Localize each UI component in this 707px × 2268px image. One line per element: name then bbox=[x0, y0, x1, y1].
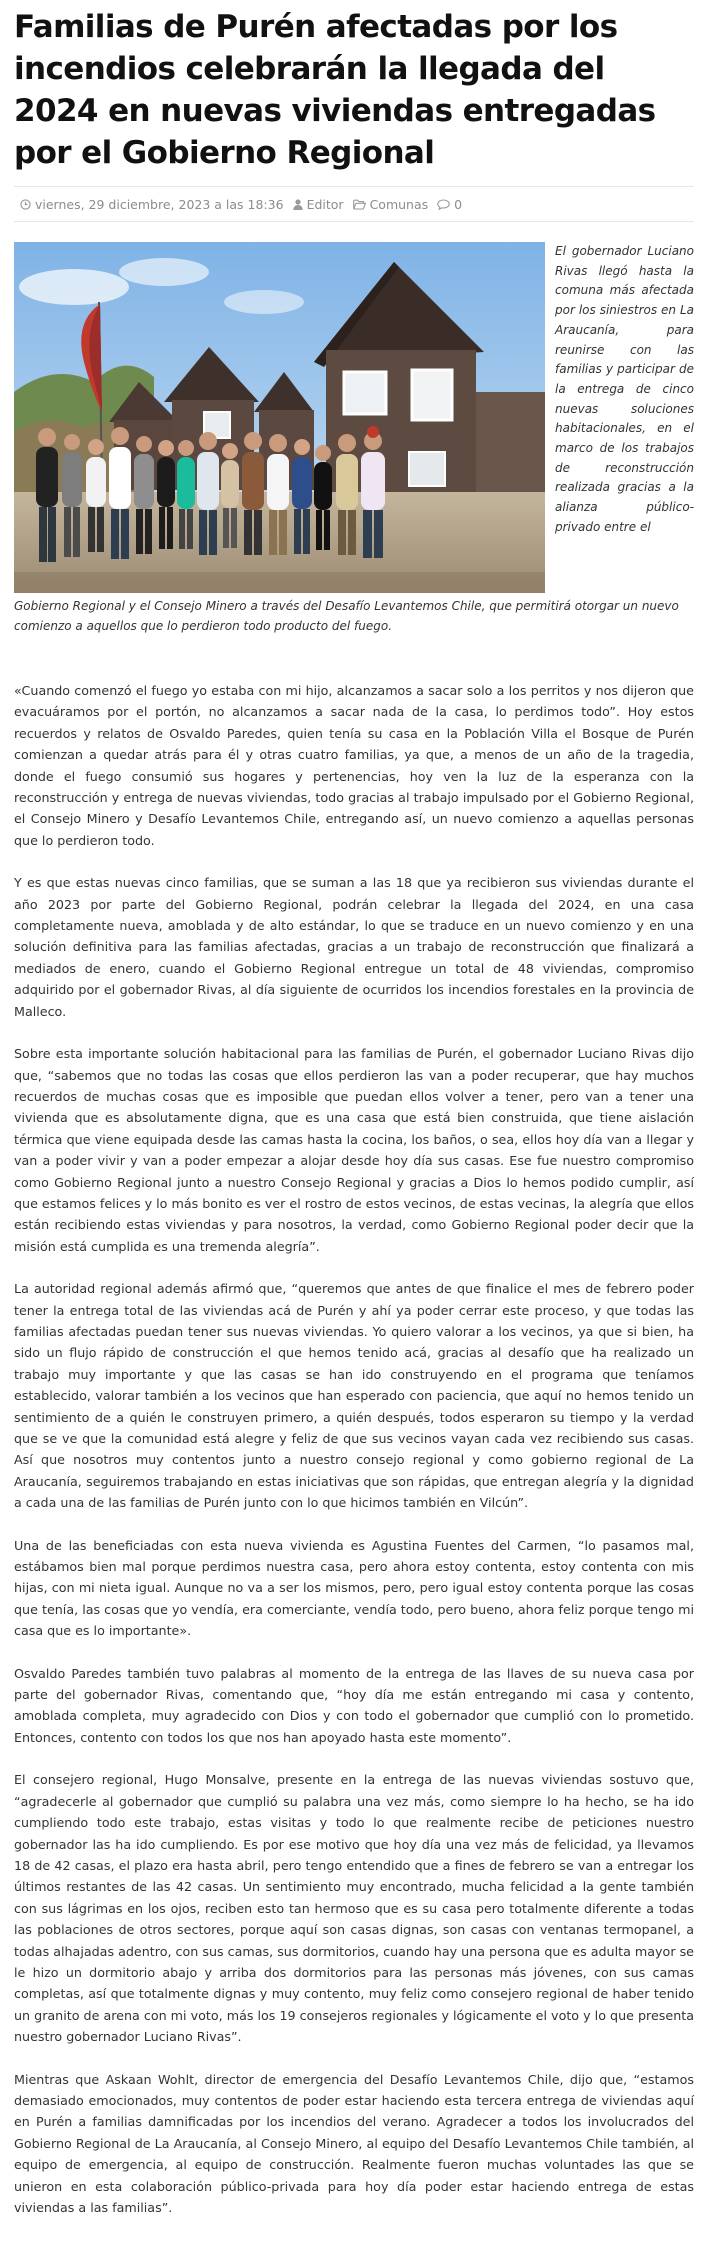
photo-caption-continuation: Gobierno Regional y el Consejo Minero a través del Desafío Levantemos Chile, que permitirá otorgar un nuevo comienzo a aquellos que lo perdieron todo producto del fuego. bbox=[14, 599, 679, 633]
paragraph: Una de las beneficiadas con esta nueva vivienda es Agustina Fuentes del Carmen, “lo pasamos mal, estábamos bien mal porque perdimos nuestra casa, pero ahora estoy contenta, estoy contenta con mis hijas, con mi nieta igual. Aunque no va a ser los mismos, pero, pero igual estoy contenta porque las cosas que tenía, las cosas que yo vendía, era comerciante, vendía todo, pero bueno, ahora feliz porque tengo mi casa que es lo importante». bbox=[14, 1537, 694, 1639]
paragraph: El consejero regional, Hugo Monsalve, presente en la entrega de las nuevas viviendas sostuvo que, “agradecerle al gobernador que cumplió su palabra una vez más, como siempre lo ha hecho, se ha ido cumpliendo todo este trabajo, estas visitas y todo lo que realmente recibe de peticiones nuestro gobernador las ha ido cumpliendo. Es por ese motivo que hoy día una vez más de felicidad, ya llevamos 18 de 42 casas, el plazo era hasta abril, pero tengo entendido que a fines de febrero se van a entregar los últimos restantes de las 42 casas. Un sentimiento muy encontrado, mucha felicidad a la gente también con sus lágrimas en los ojos, reciben esto tan hermoso que es su casa pero totalmente diferente a todas las poblaciones de otros sectores, porque aquí son casas dignas, son casas con ventanas termopanel, a todas alhajadas adentro, con sus camas, sus dormitorios, cuando hay una persona que es adulta mayor se le hizo un dormitorio abajo y arriba dos dormitorios para las personas más jóvenes, con sus camas completas, así que totalmente dignas y muy contento, muy feliz como consejero regional de haber tenido un granito de arena con mi voto, más los 19 consejeros regionales y lógicamente el voto y lo que presenta nuestro gobernador Luciano Rivas”. bbox=[14, 1772, 694, 2045]
user-icon bbox=[293, 199, 303, 210]
post-comments-count[interactable]: 0 bbox=[454, 196, 463, 212]
article-photo bbox=[14, 242, 545, 593]
article-title: Familias de Purén afectadas por los incendios celebrarán la llegada del 2024 en nuevas viviendas entregadas por el Gobierno Regional bbox=[14, 9, 656, 171]
post-meta bbox=[14, 186, 694, 222]
paragraph: La autoridad regional además afirmó que, “queremos que antes de que finalice el mes de febrero poder tener la entrega total de las viviendas acá de Purén y ahí ya poder cerrar este proceso, y que todas las familias afectadas puedan tener sus nuevas viviendas. Yo quiero valorar a los vecinos, ya que si bien, ha sido un flujo rápido de construcción el que hemos tenido acá, gracias al desafío que ha realizado un trabajo muy importante y que las casas se han ido construyendo en el programa que teníamos establecido, valorar también a los vecinos que han esperado con paciencia, que aquí no hemos tenido un sentimiento de a quién le construyen primero, a quién después, todos esperaron su tiempo y la verdad que se ve que la comunidad está alegre y feliz de que sus vecinos vayan cada vez recibiendo sus casas. Así que nosotros muy contentos junto a nuestro consejo regional y como gobierno regional de La Araucanía, seguiremos trabajando en estas iniciativas que son rápidas, que entregan alegría y la dignidad a cada una de las familias de Purén junto con lo que hicimos también en Vilcún”. bbox=[14, 1281, 694, 1511]
post-author-link[interactable]: Editor bbox=[306, 196, 344, 212]
folder-icon bbox=[353, 199, 366, 210]
photo-caption-side: El gobernador Luciano Rivas llegó hasta la comuna más afectada por los siniestros en La Araucanía, para reunirse con las familias y participar de la entrega de cinco nuevas soluciones habitacionales, en el marco de los trabajos de reconstrucción realizada gracias a la alianza público-privado entre el bbox=[555, 244, 694, 534]
article-figure bbox=[14, 242, 694, 680]
clock-icon bbox=[20, 199, 31, 210]
paragraph: «Cuando comenzó el fuego yo estaba con mi hijo, alcanzamos a sacar solo a los perritos y nos dijeron que evacuáramos por el portón, no alcanzamos a sacar nada de la casa, lo perdimos todo”. Hoy estos recuerdos y relatos de Osvaldo Paredes, quien tenía su casa en la Población Villa el Bosque de Purén comienzan a quedar atrás para él y otras cuatro familias, ya que, a menos de un año de la tragedia, donde el fuego consumió sus hogares y pertenencias, hoy ven la luz de la esperanza con la reconstrucción y entrega de nuevas viviendas, todo gracias al trabajo impulsado por el Gobierno Regional, el Consejo Minero y Desafío Levantemos Chile, entregando así, un nuevo comienzo a aquellas personas que lo perdieron todo. bbox=[14, 683, 694, 848]
comment-icon bbox=[437, 199, 450, 210]
post-date bbox=[20, 197, 284, 212]
post-comments[interactable] bbox=[437, 197, 462, 212]
delivery-photo-illustration bbox=[14, 242, 545, 593]
article-body bbox=[14, 680, 694, 2218]
post-date-text: viernes, 29 diciembre, 2023 a las 18:36 bbox=[35, 196, 284, 212]
post-category[interactable] bbox=[353, 197, 429, 212]
paragraph: Mientras que Askaan Wohlt, director de emergencia del Desafío Levantemos Chile, dijo que, “estamos demasiado emocionados, muy contentos de poder estar haciendo esta tercera entrega de viviendas aquí en Purén a familias damnificadas por los incendios del verano. Agradecer a todos los involucrados del Gobierno Regional de La Araucanía, al Consejo Minero, al equipo del Desafío Levantemos Chile también, al equipo de emergencia, al equipo de construcción. Realmente fueron muchas voluntades las que se unieron en esta colaboración público-privada para hoy día poder estar haciendo entrega de estas viviendas a las familias”. bbox=[14, 2071, 694, 2215]
post-category-link[interactable]: Comunas bbox=[369, 196, 429, 212]
paragraph: Osvaldo Paredes también tuvo palabras al momento de la entrega de las llaves de su nueva casa por parte del gobernador Rivas, comentando que, “hoy día me están entregando mi casa y contento, amoblada completa, muy agradecido con Dios y con todo el gobernador que cumplió con lo prometido. Entonces, contento con todos los que nos han apoyado hasta este momento”. bbox=[14, 1665, 694, 1745]
paragraph: Sobre esta importante solución habitacional para las familias de Purén, el gobernador Luciano Rivas dijo que, “sabemos que no todas las cosas que ellos perdieron las van a poder recuperar, que hay muchos recuerdos de muchas cosas que es imposible que puedan ellos volver a tener, pero van a tener una vivienda que es absolutamente digna, que es una casa que está bien construida, que tiene aislación térmica que viene equipada desde las camas hasta la cocina, los baños, o sea, ellos hoy día van a llegar y van a poder vivir y van a poder empezar a alojar desde hoy día sus casas. Ese fue nuestro compromiso como Gobierno Regional junto a nuestro Consejo Regional y gracias a Dios lo hemos podido cumplir, así que estamos felices y lo más bonito es ver el rostro de estos vecinos, de estas vecinas, la alegría que ellos están recibiendo estas viviendas y para nosotros, la verdad, como Gobierno Regional poder decir que la misión está cumplida es una tremenda alegría”. bbox=[14, 1046, 694, 1254]
article bbox=[14, 0, 694, 2239]
paragraph: Y es que estas nuevas cinco familias, que se suman a las 18 que ya recibieron sus viviendas durante el año 2023 por parte del Gobierno Regional, podrán celebrar la llegada del 2024, en una casa completamente nueva, amoblada y de alto estándar, lo que se traduce en un nuevo comienzo y en una solución definitiva para las familias afectadas, gracias a un trabajo de reconstrucción que finalizará a mediados de enero, cuando el Gobierno Regional entregue un total de 48 viviendas, compromiso adquirido por el gobernador Rivas, al día siguiente de ocurridos los incendios forestales en la provincia de Malleco. bbox=[14, 875, 694, 1019]
post-author[interactable] bbox=[293, 197, 344, 212]
